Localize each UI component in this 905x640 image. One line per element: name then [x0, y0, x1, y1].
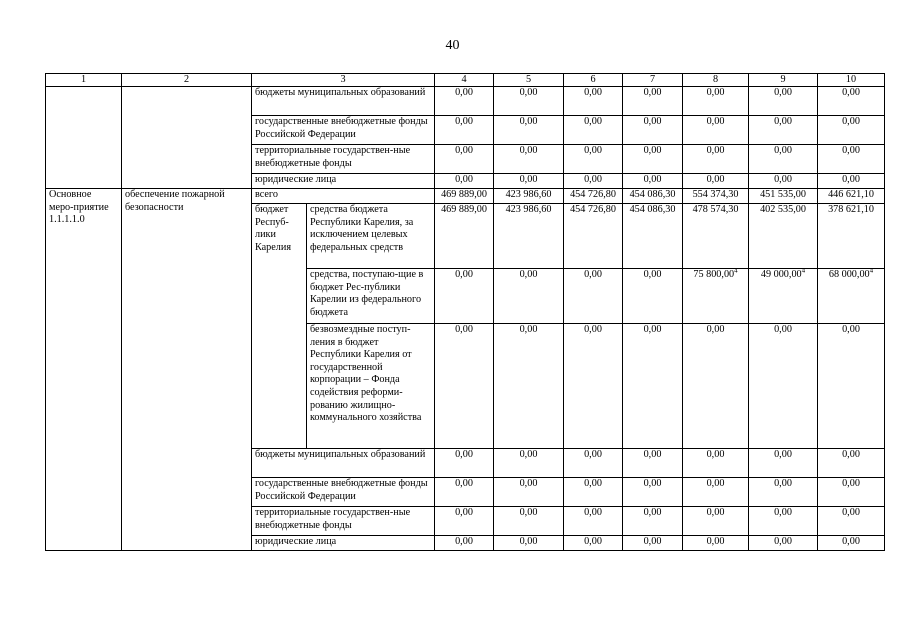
value-cell: 0,00 [494, 174, 564, 189]
value-cell [435, 324, 494, 449]
value-cell: 0,00 [818, 145, 885, 174]
value-cell: 0,00 [435, 174, 494, 189]
value-cell: 469 889,00 [435, 189, 494, 204]
source-label: территориальные государствен-ные внебюджетные фонды [252, 507, 435, 536]
source-label: юридические лица [252, 174, 435, 189]
value-cell: 0,00 [435, 536, 494, 551]
funding-table [45, 73, 885, 551]
empty-cell [122, 87, 252, 189]
source-label: государственные внебюджетные фонды Российской Федерации [252, 478, 435, 507]
value-cell: 554 374,30 [683, 189, 749, 204]
header-cell: 3 [252, 74, 435, 87]
value-cell: 0,00 [749, 145, 818, 174]
header-cell: 6 [564, 74, 623, 87]
value-cell: 0,00 [623, 174, 683, 189]
value-cell: 0,00 [749, 174, 818, 189]
value-text: 0,00 [455, 269, 473, 280]
value-cell [749, 269, 818, 324]
value-cell: 0,00 [623, 145, 683, 174]
value-cell: 0,00 [435, 145, 494, 174]
source-label: государственные внебюджетные фонды Российской Федерации [252, 116, 435, 145]
value-cell: 0,00 [749, 116, 818, 145]
value-cell: 446 621,10 [818, 189, 885, 204]
value-cell: 0,00 [623, 87, 683, 116]
value-cell: 451 535,00 [749, 189, 818, 204]
value-cell [564, 269, 623, 324]
value-cell: 0,00 [749, 449, 818, 478]
source-label: средства бюджета Республики Карелия, за исключением целевых федеральных средств [307, 204, 435, 269]
value-text: 454 086,30 [629, 204, 676, 215]
value-cell [564, 204, 623, 269]
value-cell [683, 204, 749, 269]
value-cell: 0,00 [683, 507, 749, 536]
value-cell: 0,00 [494, 478, 564, 507]
source-label: безвозмездные поступ-ления в бюджет Республики Карелия от государственной корпорации – Фонда содействия реформи-рованию жилищно-коммунального хозяйства [307, 324, 435, 449]
value-text: 402 535,00 [760, 204, 806, 215]
value-cell: 0,00 [818, 507, 885, 536]
value-cell: 454 726,80 [564, 189, 623, 204]
table-row [46, 87, 885, 116]
value-cell [494, 204, 564, 269]
value-text: 0,00 [643, 269, 662, 280]
value-text: 68 000,00 [828, 269, 870, 280]
value-cell: 0,00 [683, 87, 749, 116]
value-text: 0,00 [584, 324, 602, 335]
value-cell [623, 324, 683, 449]
header-cell: 4 [435, 74, 494, 87]
value-cell: 423 986,60 [494, 189, 564, 204]
value-cell: 0,00 [749, 87, 818, 116]
value-cell: 0,00 [564, 145, 623, 174]
value-text: 75 800,00 [693, 269, 735, 280]
value-cell: 0,00 [494, 449, 564, 478]
total-label: всего [252, 189, 435, 204]
value-text: 469 889,00 [441, 204, 487, 215]
value-text: 0,00 [842, 324, 860, 335]
header-cell: 5 [494, 74, 564, 87]
header-row [46, 74, 885, 87]
value-cell: 0,00 [818, 536, 885, 551]
value-cell: 0,00 [683, 449, 749, 478]
header-cell: 7 [623, 74, 683, 87]
value-text: 0,00 [519, 324, 538, 335]
value-cell [494, 324, 564, 449]
value-cell: 0,00 [494, 536, 564, 551]
value-cell: 0,00 [683, 478, 749, 507]
value-cell: 0,00 [435, 478, 494, 507]
value-cell [623, 269, 683, 324]
value-cell: 0,00 [623, 478, 683, 507]
activity-name: Основное меро-приятие 1.1.1.1.0 [46, 189, 122, 551]
value-cell: 0,00 [564, 449, 623, 478]
budget-label: бюджет Респуб-лики Карелия [252, 204, 307, 449]
value-cell: 0,00 [564, 116, 623, 145]
value-cell: 0,00 [818, 87, 885, 116]
value-text: 0,00 [584, 269, 602, 280]
value-cell: 0,00 [623, 507, 683, 536]
value-text: 0,00 [455, 324, 473, 335]
value-cell: 0,00 [494, 507, 564, 536]
value-cell [683, 269, 749, 324]
value-cell: 0,00 [435, 87, 494, 116]
value-cell: 0,00 [683, 145, 749, 174]
value-cell: 0,00 [494, 87, 564, 116]
value-text: 0,00 [643, 324, 662, 335]
value-cell: 454 086,30 [623, 189, 683, 204]
value-text: 0,00 [706, 324, 725, 335]
value-cell: 0,00 [435, 116, 494, 145]
value-cell: 0,00 [818, 116, 885, 145]
header-cell: 8 [683, 74, 749, 87]
header-cell: 10 [818, 74, 885, 87]
value-cell [494, 269, 564, 324]
value-cell: 0,00 [683, 174, 749, 189]
value-text: 423 986,60 [505, 204, 552, 215]
footnote-mark: 4 [869, 268, 874, 275]
page-number: 40 [445, 38, 460, 53]
value-cell: 0,00 [683, 536, 749, 551]
footnote-mark: 4 [734, 268, 738, 275]
value-cell [749, 324, 818, 449]
value-cell: 0,00 [818, 478, 885, 507]
value-cell [818, 204, 885, 269]
header-cell: 1 [46, 74, 122, 87]
source-label: юридические лица [252, 536, 435, 551]
value-cell [818, 324, 885, 449]
value-cell [683, 324, 749, 449]
value-cell: 0,00 [435, 507, 494, 536]
value-cell [435, 269, 494, 324]
value-cell: 0,00 [749, 478, 818, 507]
value-cell: 0,00 [623, 536, 683, 551]
value-text: 49 000,00 [760, 269, 802, 280]
value-cell [564, 324, 623, 449]
value-text: 0,00 [519, 269, 538, 280]
value-cell: 0,00 [564, 87, 623, 116]
value-cell: 0,00 [749, 507, 818, 536]
value-cell: 0,00 [623, 116, 683, 145]
value-cell: 0,00 [749, 536, 818, 551]
value-cell: 0,00 [818, 174, 885, 189]
value-cell: 0,00 [435, 449, 494, 478]
value-cell: 0,00 [818, 449, 885, 478]
value-cell [435, 204, 494, 269]
value-cell: 0,00 [564, 478, 623, 507]
source-label: территориальные государствен-ные внебюджетные фонды [252, 145, 435, 174]
header-cell: 9 [749, 74, 818, 87]
table-row [46, 189, 885, 204]
value-cell [623, 204, 683, 269]
value-cell: 0,00 [564, 536, 623, 551]
value-cell [749, 204, 818, 269]
value-cell [818, 269, 885, 324]
value-cell: 0,00 [623, 449, 683, 478]
value-cell: 0,00 [683, 116, 749, 145]
empty-cell [46, 87, 122, 189]
value-text: 478 574,30 [692, 204, 739, 215]
source-label: бюджеты муниципальных образований [252, 87, 435, 116]
source-label: средства, поступаю-щие в бюджет Рес-публики Карелии из федерального бюджета [307, 269, 435, 324]
value-text: 378 621,10 [828, 204, 874, 215]
value-text: 454 726,80 [570, 204, 616, 215]
header-cell: 2 [122, 74, 252, 87]
value-text: 0,00 [774, 324, 792, 335]
source-label: бюджеты муниципальных образований [252, 449, 435, 478]
value-cell: 0,00 [494, 116, 564, 145]
value-cell: 0,00 [564, 174, 623, 189]
footnote-mark: 4 [801, 268, 806, 275]
value-cell: 0,00 [564, 507, 623, 536]
value-cell: 0,00 [494, 145, 564, 174]
activity-description: обеспечение пожарной безопасности [122, 189, 252, 551]
